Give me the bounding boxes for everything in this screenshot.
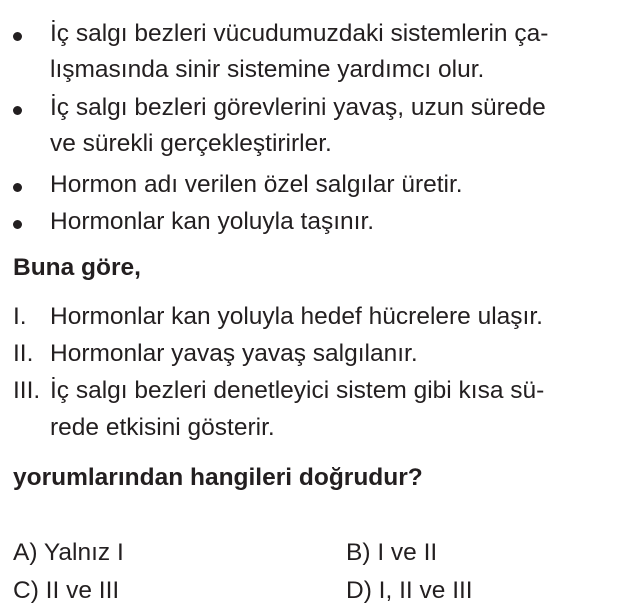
statement-item bbox=[0, 340, 622, 368]
option-a[interactable] bbox=[13, 539, 124, 567]
bullet-text: Hormonlar kan yoluyla taşınır. bbox=[50, 208, 375, 235]
statement-numeral: I. bbox=[13, 303, 27, 330]
bullet-text: İç salgı bezleri vücudumuzdaki sistemlerin ça- bbox=[50, 20, 549, 47]
bullet-item bbox=[0, 171, 622, 199]
option-label: A) bbox=[13, 539, 38, 566]
bullet-dot-icon bbox=[13, 106, 22, 115]
option-d[interactable] bbox=[346, 577, 473, 605]
statement-item-continuation bbox=[0, 414, 622, 442]
option-label: D) bbox=[346, 577, 372, 604]
bullet-item-continuation bbox=[0, 56, 622, 84]
option-label: B) bbox=[346, 539, 371, 566]
option-text: Yalnız I bbox=[43, 539, 124, 566]
statement-text: İç salgı bezleri denetleyici sistem gibi kısa sü- bbox=[50, 377, 545, 404]
statement-text: Hormonlar yavaş yavaş salgılanır. bbox=[50, 340, 418, 367]
statement-text: rede etkisini gösterir. bbox=[50, 414, 275, 441]
statement-item bbox=[0, 377, 622, 405]
bullet-text: lışmasında sinir sistemine yardımcı olur. bbox=[50, 56, 485, 83]
statement-text: Hormonlar kan yoluyla hedef hücrelere ulaşır. bbox=[50, 303, 543, 330]
option-text: I ve II bbox=[377, 539, 438, 566]
bullet-dot-icon bbox=[13, 183, 22, 192]
option-c[interactable] bbox=[13, 577, 119, 605]
bullet-item bbox=[0, 208, 622, 236]
statement-item bbox=[0, 303, 622, 331]
bullet-dot-icon bbox=[13, 220, 22, 229]
statement-numeral: III. bbox=[13, 377, 41, 404]
bullet-item bbox=[0, 20, 622, 48]
bullet-text: Hormon adı verilen özel salgılar üretir. bbox=[50, 171, 463, 198]
bullet-item bbox=[0, 94, 622, 122]
bullet-item-continuation bbox=[0, 130, 622, 158]
option-text: II ve III bbox=[45, 577, 120, 604]
question-text: yorumlarından hangileri doğrudur? bbox=[13, 464, 423, 491]
option-label: C) bbox=[13, 577, 39, 604]
bullet-text: İç salgı bezleri görevlerini yavaş, uzun sürede bbox=[50, 94, 546, 121]
lead-text: Buna göre, bbox=[13, 254, 141, 281]
statement-numeral: II. bbox=[13, 340, 34, 367]
bullet-text: ve sürekli gerçekleştirirler. bbox=[50, 130, 332, 157]
bullet-dot-icon bbox=[13, 32, 22, 41]
option-text: I, II ve III bbox=[378, 577, 473, 604]
option-b[interactable] bbox=[346, 539, 437, 567]
